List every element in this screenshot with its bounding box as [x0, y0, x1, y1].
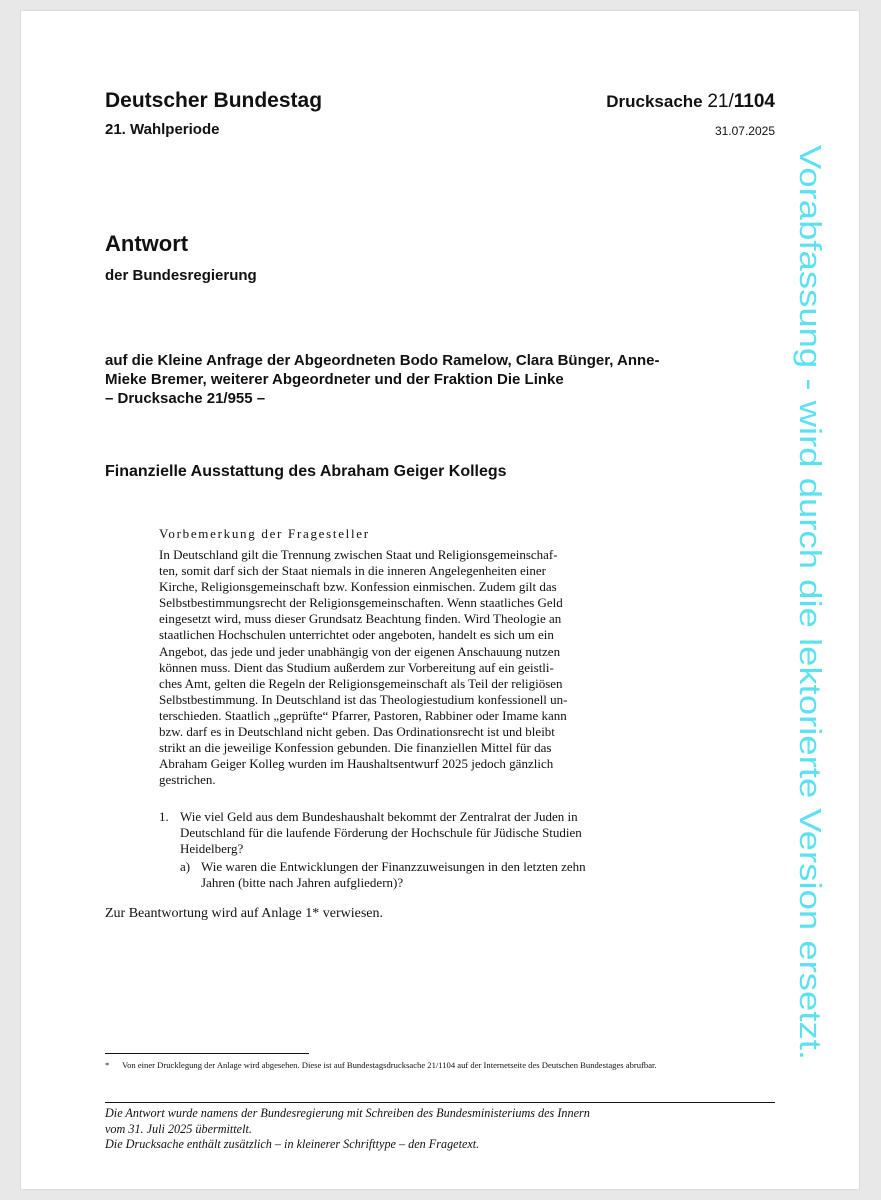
transmission-note-line: Die Drucksache enthält zusätzlich – in kleinerer Schrifttype – den Fragetext.: [105, 1137, 480, 1151]
document-page: [21, 11, 859, 1189]
subquestion-label: a): [180, 859, 191, 874]
vorbemerkung-line: In Deutschland gilt die Trennung zwischen Staat und Religionsgemeinschaf-: [159, 547, 558, 562]
question-1a: [180, 859, 587, 891]
transmission-note: [105, 1106, 775, 1153]
footnote-text: Von einer Drucklegung der Anlage wird abgesehen. Diese ist auf Bundestagsdrucksache 21/1104 auf der Internetseite des Deutschen Bundestages abrufbar.: [122, 1060, 657, 1070]
transmission-note-line: vom 31. Juli 2025 übermittelt.: [105, 1121, 252, 1136]
anfrage-line: – Drucksache 21/955 –: [105, 390, 266, 407]
vorbemerkung-line: können muss. Dient das Studium außerdem zur Vorbereitung auf ein geistli-: [159, 659, 554, 675]
drucksache-prefix: 21/: [707, 91, 734, 112]
question-number: 1.: [159, 809, 169, 824]
drucksache-label: Drucksache: [606, 92, 703, 111]
document-subtitle: der Bundesregierung: [105, 267, 257, 284]
election-period: 21. Wahlperiode: [105, 121, 220, 138]
question-1: [159, 809, 587, 857]
anfrage-line: Mieke Bremer, weiterer Abgeordneter und der Fraktion Die Linke: [105, 371, 564, 388]
footnote-marker: *: [105, 1060, 110, 1070]
anfrage-line: auf die Kleine Anfrage der Abgeordneten Bodo Ramelow, Clara Bünger, Anne-: [105, 352, 660, 369]
preliminary-version-watermark: [776, 143, 846, 1063]
drucksache-main-number: 1104: [733, 91, 775, 112]
document-date: 31.07.2025: [714, 124, 775, 138]
transmission-note-line: Die Antwort wurde namens der Bundesregierung mit Schreiben des Bundesministeriums des Innern: [105, 1106, 590, 1120]
answer-text: Zur Beantwortung wird auf Anlage 1* verwiesen.: [105, 906, 383, 921]
vorbemerkung-heading: Vorbemerkung der Fragesteller: [159, 526, 370, 541]
vorbemerkung-line: Selbstbestimmung. In Deutschland ist das Theologiestudium konfessionell un-: [159, 691, 568, 707]
anfrage-reference: [105, 351, 745, 408]
vorbemerkung-line: Angebot, das jede und jeder unabhängig von der eigenen Anschauung nutzen: [159, 643, 561, 659]
footnote-divider: [105, 1053, 309, 1054]
institution-name: Deutscher Bundestag: [105, 89, 323, 112]
vorbemerkung-line: staatlichen Hochschulen unterrichtet oder angeboten, handelt es sich um ein: [159, 627, 554, 643]
vorbemerkung-line: strikt an die jeweilige Konfession gebunden. Die finanziellen Mittel für das: [159, 740, 552, 756]
watermark-text: Vorabfassung - wird durch die lektorierte Version ersetzt.: [793, 145, 828, 923]
vorbemerkung-line: bzw. darf es in Deutschland nicht geben. Das Ordinationsrecht ist und bleibt: [159, 724, 555, 740]
drucksache-number: [606, 91, 775, 113]
vorbemerkung-line: ten, somit darf sich der Staat niemals in die inneren Angelegenheiten einer: [159, 563, 546, 579]
bottom-divider: [105, 1102, 775, 1103]
topic-title: Finanzielle Ausstattung des Abraham Geiger Kollegs: [105, 463, 507, 480]
vorbemerkung-line: Kirche, Religionsgemeinschaft bzw. Konfession einmischen. Zudem gilt das: [159, 579, 557, 595]
vorbemerkung-line: Abraham Geiger Kolleg wurden im Haushaltsentwurf 2025 jedoch gänzlich: [159, 756, 554, 772]
question-text: Wie viel Geld aus dem Bundeshaushalt bekommt der Zentralrat der Juden in Deutschland für die laufende Förderung der Hochschule für Jüdische Studien Heidelberg?: [180, 809, 582, 856]
vorbemerkung-text: [159, 547, 587, 788]
vorbemerkung-line: ches Amt, gelten die Regeln der Religionsgemeinschaft als Teil der religiösen: [159, 675, 563, 691]
footnote: [105, 1060, 765, 1070]
vorbemerkung-line: gestrichen.: [159, 772, 216, 788]
document-title: Antwort: [105, 231, 189, 256]
vorbemerkung-line: terschieden. Staatlich „geprüfte“ Pfarrer, Pastoren, Rabbiner oder Imame kann: [159, 707, 567, 723]
subquestion-text: Wie waren die Entwicklungen der Finanzzuweisungen in den letzten zehn Jahren (bitte nach Jahren aufgliedern)?: [201, 859, 586, 890]
vorbemerkung-line: eingesetzt wird, muss dieser Grundsatz Beachtung finden. Wird Theologie an: [159, 611, 562, 627]
vorbemerkung-line: Selbstbestimmungsrecht der Religionsgemeinschaften. Wenn staatliches Geld: [159, 595, 563, 611]
